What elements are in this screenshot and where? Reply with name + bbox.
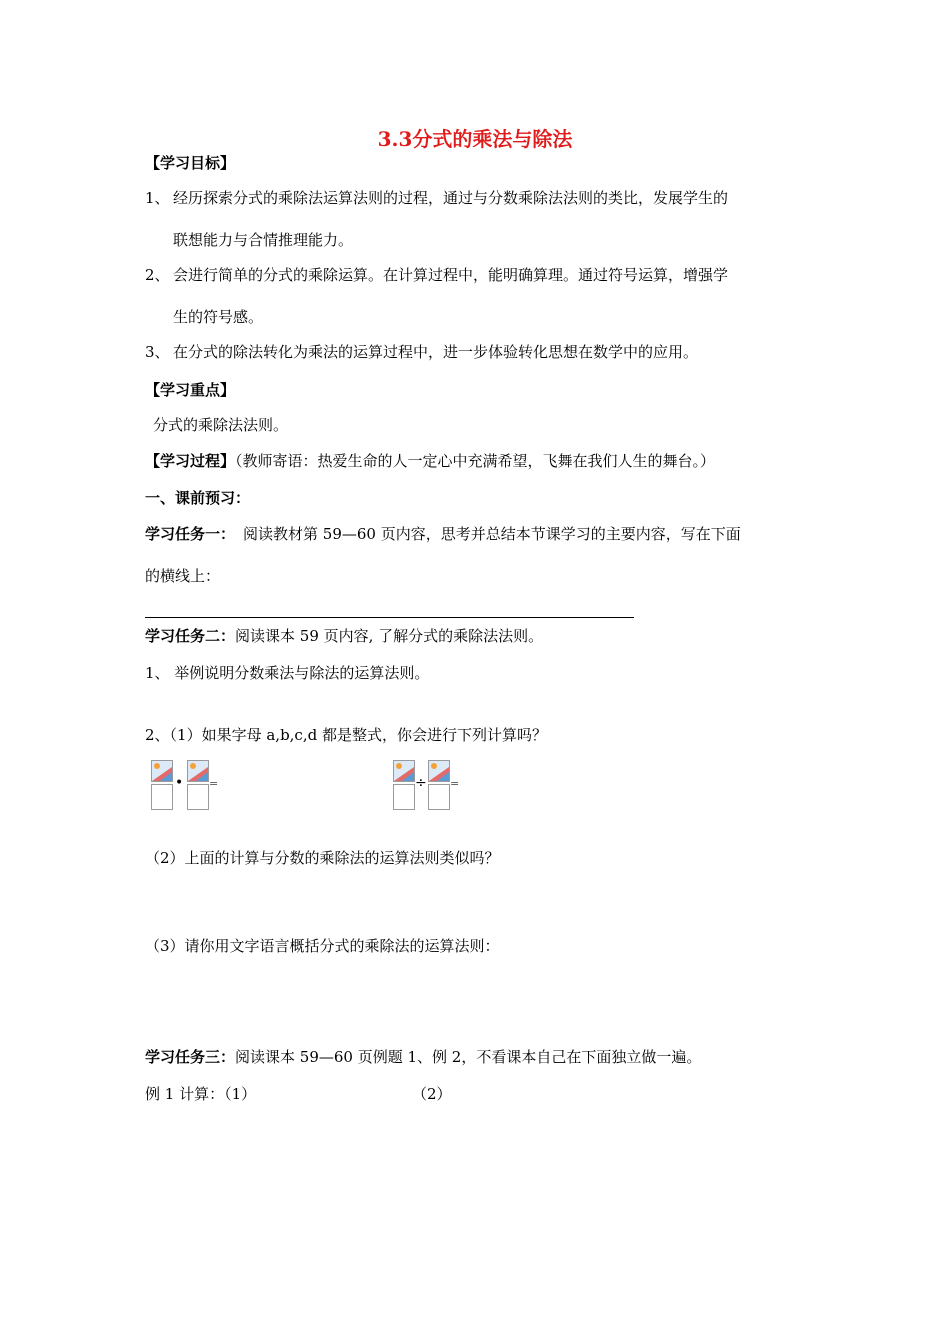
image-placeholder-icon <box>428 760 450 782</box>
image-placeholder-box <box>428 784 450 810</box>
answer-line <box>145 617 634 618</box>
preview-heading: 一、课前预习： <box>145 489 251 507</box>
task2-label: 学习任务二： <box>145 627 236 645</box>
goal-2-line1: 会进行简单的分式的乘除运算。在计算过程中，能明确算理。通过符号运算，增强学 <box>173 266 729 284</box>
task2-q2: 2、（1）如果字母 a,b,c,d 都是整式，你会进行下列计算吗？ <box>145 726 547 744</box>
fraction-image-4 <box>428 760 450 808</box>
goal-3-num: 3、 <box>145 343 170 361</box>
example-1: 例 1 计算：（1） <box>145 1085 257 1103</box>
task1-line <box>145 524 741 544</box>
process-line <box>145 451 715 471</box>
goal-1-num: 1、 <box>145 189 170 207</box>
focus-heading: 【学习重点】 <box>145 381 236 399</box>
image-placeholder-icon <box>393 760 415 782</box>
task3-line <box>145 1047 701 1067</box>
fraction-image-1 <box>151 760 173 808</box>
image-placeholder-icon <box>187 760 209 782</box>
example-1-part2: （2） <box>412 1085 452 1103</box>
page-title: 3.3分式的乘法与除法 <box>377 127 573 151</box>
image-placeholder-box <box>151 784 173 810</box>
goal-1-line2: 联想能力与合情推理能力。 <box>173 231 354 249</box>
focus-text: 分式的乘除法法则。 <box>153 416 289 434</box>
task1-label: 学习任务一： <box>145 525 236 543</box>
process-heading: 【学习过程】 <box>145 452 236 470</box>
image-placeholder-box <box>393 784 415 810</box>
process-note: （教师寄语：热爱生命的人一定心中充满希望，飞舞在我们人生的舞台。） <box>235 452 716 470</box>
multiply-dot: • <box>175 775 184 791</box>
divide-sign: ÷ <box>415 775 427 791</box>
task1-text: 阅读教材第 59—60 页内容，思考并总结本节课学习的主要内容，写在下面 <box>243 525 741 543</box>
equals-sign-2: = <box>450 777 460 790</box>
task2-text: 阅读课本 59 页内容, 了解分式的乘除法法则。 <box>235 627 544 645</box>
equals-sign-1: = <box>209 777 219 790</box>
task2-q1: 1、 举例说明分数乘法与除法的运算法则。 <box>145 664 430 682</box>
task3-text: 阅读课本 59—60 页例题 1、例 2，不看课本自己在下面独立做一遍。 <box>235 1048 702 1066</box>
task2-q2-2: （2）上面的计算与分数的乘除法的运算法则类似吗？ <box>145 849 500 867</box>
task2-line <box>145 626 543 646</box>
image-placeholder-box <box>187 784 209 810</box>
goal-2-num: 2、 <box>145 266 170 284</box>
goal-3-line1: 在分式的除法转化为乘法的运算过程中，进一步体验转化思想在数学中的应用。 <box>173 343 699 361</box>
fraction-image-2 <box>187 760 209 808</box>
task2-q2-3: （3）请你用文字语言概括分式的乘除法的运算法则： <box>145 937 500 955</box>
task3-label: 学习任务三： <box>145 1048 236 1066</box>
fraction-image-3 <box>393 760 415 808</box>
goal-1-line1: 经历探索分式的乘除法运算法则的过程，通过与分数乘除法法则的类比，发展学生的 <box>173 189 729 207</box>
image-placeholder-icon <box>151 760 173 782</box>
goals-heading: 【学习目标】 <box>145 154 236 172</box>
goal-2-line2: 生的符号感。 <box>173 308 264 326</box>
task1-line2: 的横线上： <box>145 567 221 585</box>
